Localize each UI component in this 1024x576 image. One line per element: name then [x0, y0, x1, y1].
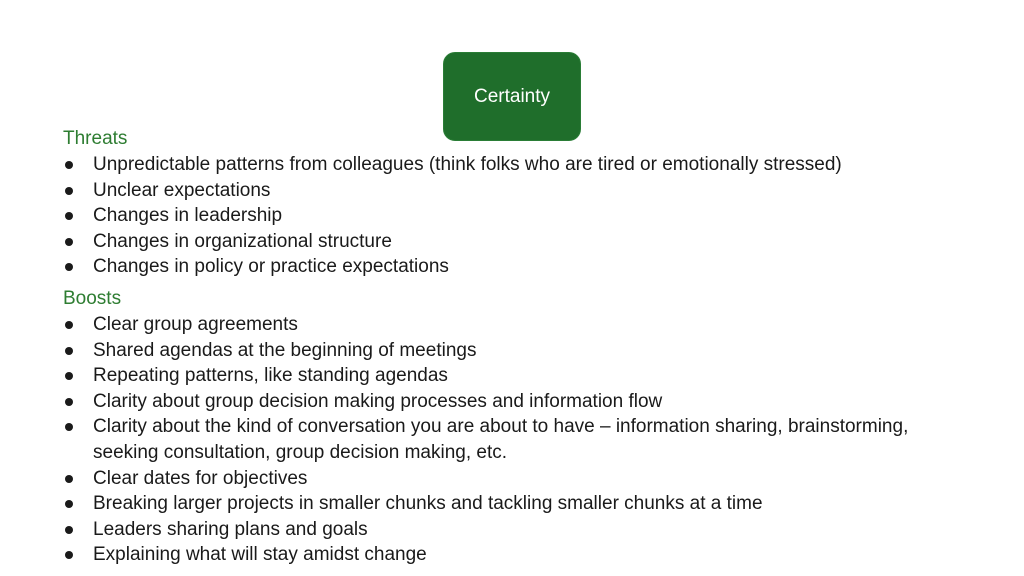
list-item: Unpredictable patterns from colleagues (think folks who are tired or emotionally stressed) — [63, 152, 963, 178]
list-item: Breaking larger projects in smaller chunks and tackling smaller chunks at a time — [63, 491, 963, 517]
list-item: Clarity about group decision making processes and information flow — [63, 389, 963, 415]
list-item: Clarity about the kind of conversation you are about to have – information sharing, brainstorming, seeking consultation, group decision making, etc. — [63, 414, 963, 465]
list-item: Changes in policy or practice expectations — [63, 254, 963, 280]
boosts-heading: Boosts — [63, 287, 122, 309]
list-item: Unclear expectations — [63, 178, 963, 204]
slide-content — [63, 126, 963, 568]
list-item: Clear dates for objectives — [63, 466, 963, 492]
list-item: Repeating patterns, like standing agendas — [63, 363, 963, 389]
list-item: Changes in leadership — [63, 203, 963, 229]
threats-list — [63, 152, 963, 280]
boosts-list — [63, 312, 963, 568]
certainty-badge-label: Certainty — [473, 85, 551, 107]
list-item: Leaders sharing plans and goals — [63, 517, 963, 543]
threats-heading: Threats — [63, 128, 128, 149]
list-item: Shared agendas at the beginning of meetings — [63, 338, 963, 364]
list-item: Explaining what will stay amidst change — [63, 542, 963, 568]
list-item: Clear group agreements — [63, 312, 963, 338]
list-item: Changes in organizational structure — [63, 229, 963, 255]
